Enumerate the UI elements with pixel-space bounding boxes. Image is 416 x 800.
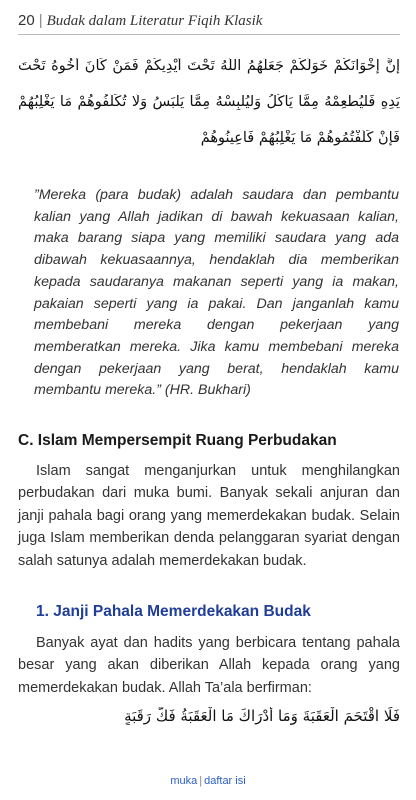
arabic-hadith-line-1: إِنَّ إِخْوَانَكُمْ خَوَلُكُمْ جَعَلَهُمُ اللَّهُ تَحْتَ أَيْدِيكُمْ فَمَنْ كَانَ أَخُوهُ تَحْتَ (18, 58, 400, 74)
subsection-paragraph (18, 632, 400, 699)
book-title: Budak dalam Literatur Fiqih Klasik (46, 13, 263, 29)
hadith-translation-quote: ”Mereka (para budak) adalah saudara dan pembantu kalian yang Allah jadikan di bawah kekuasaan kalian, maka barang siapa yang memiliki saudara yang ada dibawah kekuasaannya, hendaklah dia memberikan kepada saudaranya makanan seperti yang ia makan, pakaian seperti yang ia pakai. Dan janganlah kamu membebani mereka dengan pekerjaan yang memberatkan mereka. Jika kamu membebani mereka dengan pekerjaan yang berat, hendaklah kamu membantu mereka.” (HR. Bukhari) (34, 187, 399, 399)
arabic-hadith-line-2: يَدِهِ فَلْيُطْعِمْهُ مِمَّا يَأْكُلُ وَلْيُلْبِسْهُ مِمَّا يَلْبَسُ وَلَا تُكَلِّفُوهُمْ مَا يَغْلِبُهُمْ (18, 94, 400, 110)
footer-separator: | (199, 775, 203, 787)
subsection-heading: 1. Janji Pahala Memerdekakan Budak (36, 603, 311, 620)
home-link[interactable]: muka (170, 775, 198, 787)
section-paragraph-text: Islam sangat menganjurkan untuk menghilangkan perbudakan dari muka bumi. Banyak sekali anjuran dan janji pahala bagi orang yang memerdekakan budak. Selain juga Islam memberikan denda pelanggaran syariat dengan salah satunya adalah memerdekakan budak. (18, 463, 400, 569)
subsection-paragraph-text: Banyak ayat dan hadits yang berbicara tentang pahala besar yang akan diberikan Allah kepada orang yang memerdekakan budak. Allah Ta’ala berfirman: (18, 635, 400, 696)
section-heading: C. Islam Mempersempit Ruang Perbudakan (18, 432, 337, 449)
arabic-hadith-line-3: فَإِنْ كَلَّفْتُمُوهُمْ مَا يَغْلِبُهُمْ فَأَعِينُوهُمْ (200, 130, 400, 146)
table-of-contents-link[interactable]: daftar isi (204, 775, 246, 787)
page-header (18, 8, 400, 35)
arabic-verse: فَلَا اقْتَحَمَ الْعَقَبَةَ وَمَا أَدْرَاكَ مَا الْعَقَبَةُ فَكُّ رَقَبَةٍ (124, 707, 400, 725)
footer-nav (0, 775, 416, 787)
section-paragraph (18, 460, 400, 572)
page-number: 20 (18, 12, 35, 29)
header-separator: | (38, 12, 43, 29)
